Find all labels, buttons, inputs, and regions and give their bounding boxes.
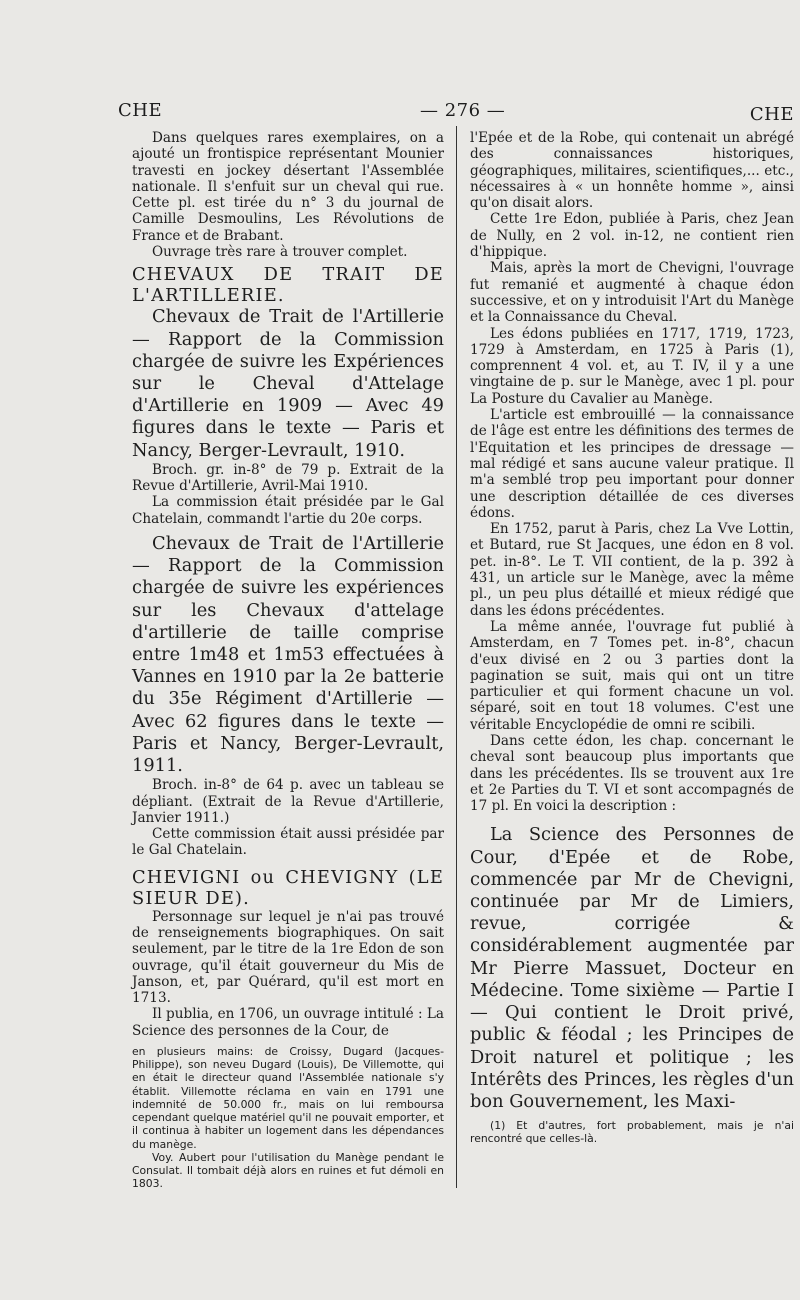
body-paragraph: Les édons publiées en 1717, 1719, 1723, 1729 à Amsterdam, en 1725 à Paris (1), comprennent 4 vol. et, au T. IV, il y a une vingtaine de p. sur le Manège, avec 1 pl. pour La Posture du Cavalier au Manège. xyxy=(470,325,794,407)
body-paragraph: Il publia, en 1706, un ouvrage intitulé : La Science des personnes de la Cour, de xyxy=(132,1006,444,1039)
body-paragraph: Personnage sur lequel je n'ai pas trouvé de renseignements biographiques. On sait seulement, par le titre de la 1re Edon de son ouvrage, qu'il était gouverneur du Mis de Janson, et, par Quérard, qu'il est mort en 1713. xyxy=(132,908,444,1007)
body-paragraph: L'article est embrouillé — la connaissance de l'âge est entre les définitions des termes de l'Equitation et les principes de dressage — mal rédigé et sans aucune valeur pratique. Il m'a semblé trop peu important pour donner une description détaillée de ces diverses édons. xyxy=(470,407,794,521)
intro-paragraph: Dans quelques rares exemplaires, on a ajouté un frontispice représentant Mounier travesti en jockey désertant l'Assemblée nationale. Il s'enfuit sur un cheval qui rue. Cette pl. est tirée du n° 3 du journal de Camille Desmoulins, Les Révolutions de France et de Brabant. xyxy=(132,130,444,244)
body-paragraph: Cette 1re Edon, publiée à Paris, chez Jean de Nully, en 2 vol. in-12, ne contient rien d'hippique. xyxy=(470,211,794,261)
entry-title: Chevaux de Trait de l'Artillerie — Rapport de la Commission chargée de suivre les expériences sur les Chevaux d'attelage d'artillerie de taille comprise entre 1m48 et 1m53 effectuées à Vannes en 1910 par la 2e batterie du 35e Régiment d'Artillerie — Avec 62 figures dans le texte — Paris et Nancy, Berger-Levrault, 1911. xyxy=(132,532,444,777)
body-paragraph: En 1752, parut à Paris, chez La Vve Lottin, et Butard, rue St Jacques, une édon en 8 vol. pet. in-8°. Le T. VII contient, de la p. 392 à 431, un article sur le Manège, avec la même pl., un peu plus détaillé et mieux rédigé que dans les édons précédentes. xyxy=(470,521,794,619)
quoted-title-block: La Science des Personnes de Cour, d'Epée et de Robe, commencée par Mr de Chevigni, continuée par Mr de Limiers, revue, corrigée & considérablement augmentée par Mr Pierre Massuet, Docteur en Médecine. Tome sixième — Partie I — Qui contient le Droit privé, public & féodal ; les Principes de Droit naturel et politique ; les Intérêts des Princes, les règles d'un bon Gouvernement, les Maxi- xyxy=(470,824,794,1112)
page-header xyxy=(118,100,794,126)
left-column xyxy=(132,130,444,1190)
entry-title: Chevaux de Trait de l'Artillerie — Rapport de la Commission chargée de suivre les Expériences sur le Cheval d'Attelage d'Artillerie en 1909 — Avec 49 figures dans le texte — Paris et Nancy, Berger-Levrault, 1910. xyxy=(132,306,444,461)
running-head-right: CHE xyxy=(749,104,794,125)
footnote: (1) Et d'autres, fort probablement, mais je n'ai rencontré que celles-là. xyxy=(470,1119,794,1146)
page-number: — 276 — xyxy=(420,100,506,121)
column-divider xyxy=(456,126,457,1188)
entry-note: La commission était présidée par le Gal Chatelain, commandt l'artie du 20e corps. xyxy=(132,494,444,527)
body-paragraph: Dans cette édon, les chap. concernant le cheval sont beaucoup plus importants que dans les précédentes. Ils se trouvent aux 1re et 2e Parties du T. VI et sont accompagnés de 17 pl. En voici la description : xyxy=(470,732,794,815)
body-paragraph: Mais, après la mort de Chevigni, l'ouvrage fut remanié et augmenté à chaque édon successive, et on y introduisit l'Art du Manège et la Connaissance du Cheval. xyxy=(470,260,794,326)
footnote-continuation: en plusieurs mains: de Croissy, Dugard (Jacques-Philippe), son neveu Dugard (Louis), De Villemotte, qui en était le directeur quand l'Assemblée nationale s'y établit. Villemotte réclama en vain en 1791 une indemnité de 50.000 fr., mais on lui remboursa cependant quelque matériel qu'il ne pouvait emporter, et il continua à habiter un logement dans les dépendances du manège. xyxy=(132,1045,444,1151)
entry-heading: CHEVAUX DE TRAIT DE L'ARTILLERIE. xyxy=(132,264,444,307)
entry-note: Broch. gr. in-8° de 79 p. Extrait de la Revue d'Artillerie, Avril-Mai 1910. xyxy=(132,461,444,495)
entry-note: Broch. in-8° de 64 p. avec un tableau se dépliant. (Extrait de la Revue d'Artillerie, Janvier 1911.) xyxy=(132,777,444,826)
entry-heading: CHEVIGNI ou CHEVIGNY (LE SIEUR DE). xyxy=(132,866,444,909)
body-paragraph: La même année, l'ouvrage fut publié à Amsterdam, en 7 Tomes pet. in-8°, chacun d'eux divisé en 2 ou 3 parties dont la pagination se suit, mais qui ont un titre particulier et qui forment chacune un vol. séparé, soit en tout 18 volumes. C'est une véritable Encyclopédie de omni re scibili. xyxy=(470,618,794,733)
intro-paragraph: Ouvrage très rare à trouver complet. xyxy=(152,244,408,261)
running-head-left: CHE xyxy=(118,100,163,121)
right-column xyxy=(470,130,794,1146)
footnote-continuation: Voy. Aubert pour l'utilisation du Manège pendant le Consulat. Il tombait déjà alors en ruines et fut démoli en 1803. xyxy=(132,1150,444,1191)
entry-note: Cette commission était aussi présidée par le Gal Chatelain. xyxy=(132,826,444,859)
body-paragraph: l'Epée et de la Robe, qui contenait un abrégé des connaissances historiques, géographiques, militaires, scientifiques,... etc., nécessaires à « un honnête homme », ainsi qu'on disait alors. xyxy=(470,130,794,212)
